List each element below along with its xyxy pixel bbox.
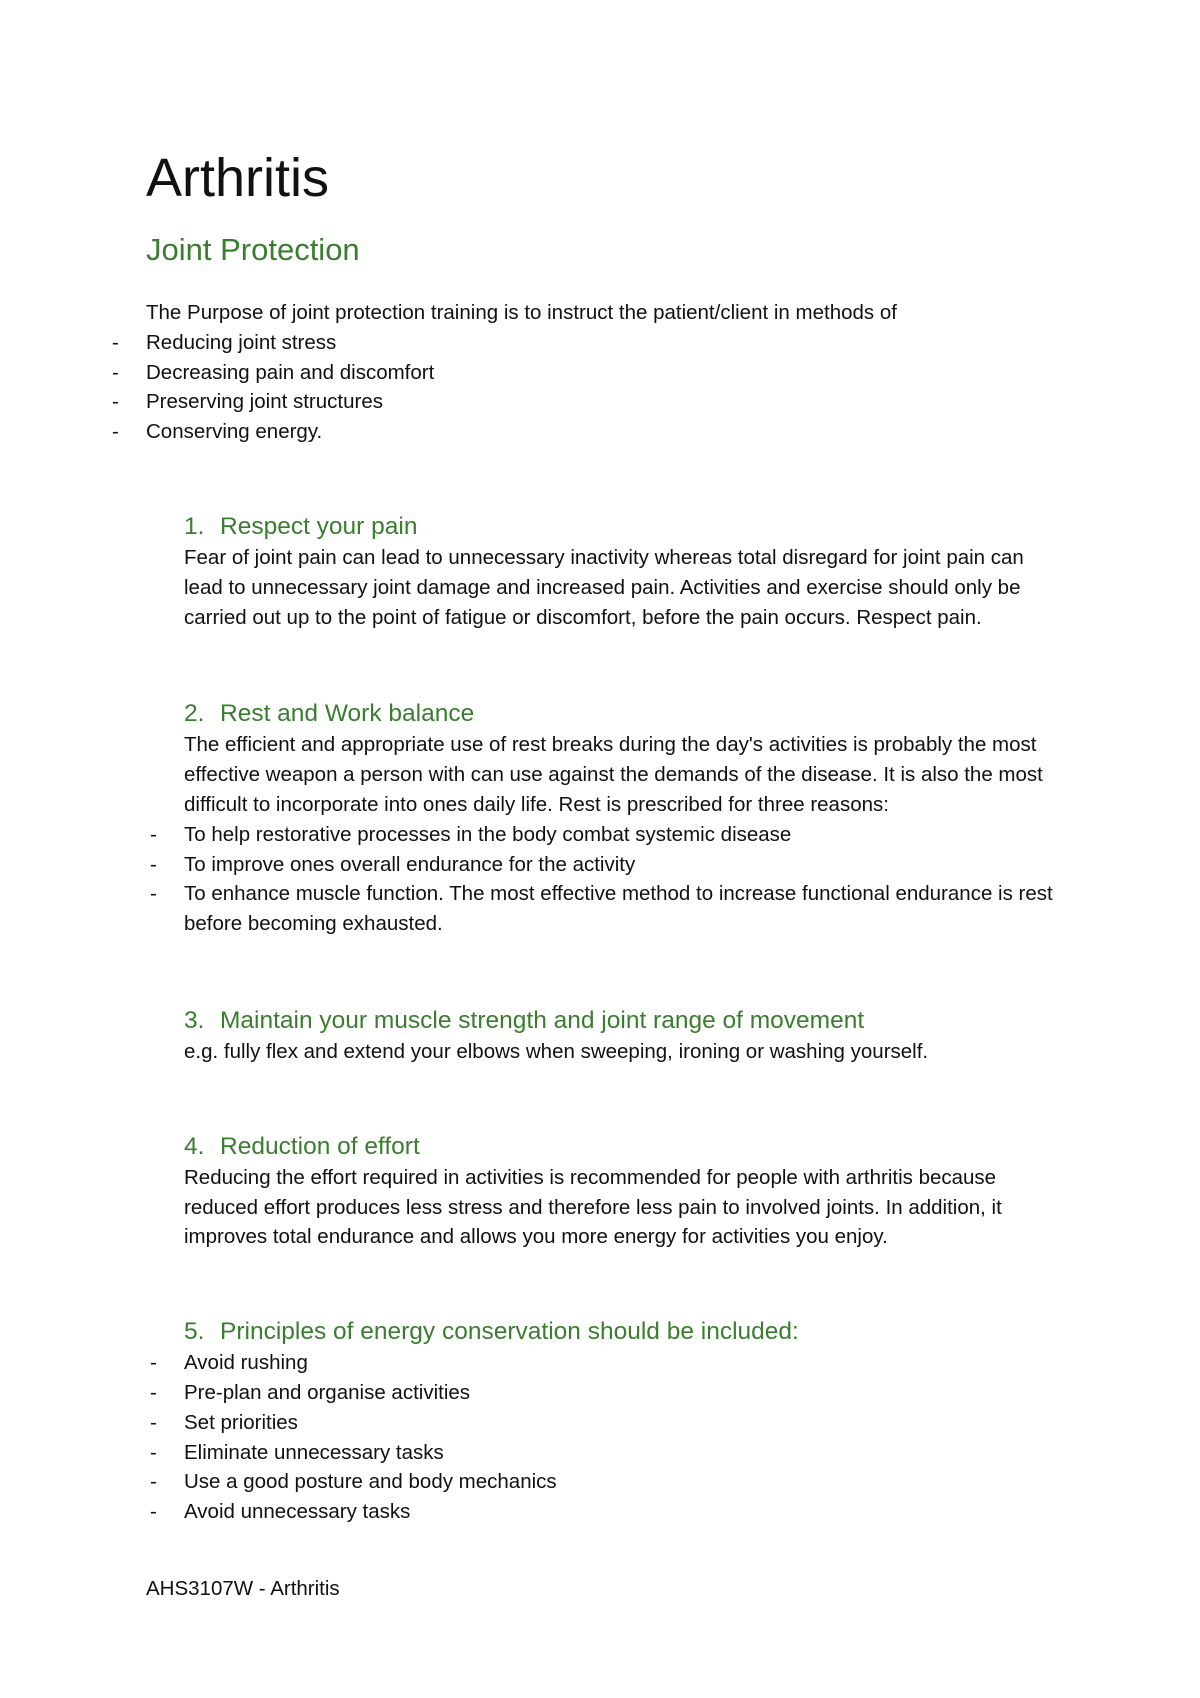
section-reduction-effort bbox=[184, 1131, 1066, 1252]
section-body: Fear of joint pain can lead to unnecessary inactivity whereas total disregard for joint pain can lead to unnecessary joint damage and increased pain. Activities and exercise should only be carried out up to the point of fatigue or discomfort, before the pain occurs. Respect pain. bbox=[184, 545, 1024, 629]
list-item: - Preserving joint structures bbox=[146, 387, 1066, 417]
list-item: - Pre-plan and organise activities bbox=[184, 1378, 1066, 1408]
list-item: - To help restorative processes in the body combat systemic disease bbox=[184, 820, 1066, 850]
list-item: - Avoid rushing bbox=[184, 1348, 1066, 1378]
list-item: - Set priorities bbox=[184, 1408, 1066, 1438]
section-muscle-strength bbox=[184, 1005, 1066, 1067]
list-item: - Conserving energy. bbox=[146, 417, 1066, 447]
section-energy-conservation bbox=[184, 1316, 1066, 1527]
section-heading bbox=[184, 1316, 1066, 1348]
section-heading-text: Reduction of effort bbox=[220, 1132, 420, 1160]
list-item: - To enhance muscle function. The most effective method to increase functional endurance is rest before becoming exhausted. bbox=[184, 879, 1066, 939]
section-number: 1. bbox=[184, 512, 205, 540]
section-respect-pain bbox=[184, 511, 1066, 632]
section-number: 5. bbox=[184, 1318, 205, 1346]
section-heading-text: Rest and Work balance bbox=[220, 700, 475, 728]
list-item: - Eliminate unnecessary tasks bbox=[184, 1438, 1066, 1468]
section-body: Reducing the effort required in activities is recommended for people with arthritis because reduced effort produces less stress and therefore less pain to involved joints. In addition, it improves total endurance and allows you more energy for activities you enjoy. bbox=[184, 1165, 1002, 1249]
section-body: The efficient and appropriate use of rest breaks during the day's activities is probably the most effective weapon a person with can use against the demands of the disease. It is also the most difficult to incorporate into ones daily life. Rest is prescribed for three reasons: bbox=[184, 733, 1043, 816]
document-subtitle: Joint Protection bbox=[146, 232, 360, 267]
section-heading bbox=[184, 511, 1066, 543]
section-number: 3. bbox=[184, 1006, 205, 1034]
section-heading-text: Maintain your muscle strength and joint range of movement bbox=[220, 1006, 865, 1034]
list-item: - Reducing joint stress bbox=[146, 328, 1066, 358]
section-number: 4. bbox=[184, 1132, 205, 1160]
document-title: Arthritis bbox=[146, 148, 330, 208]
section-heading bbox=[184, 1005, 1066, 1037]
list-item: - Decreasing pain and discomfort bbox=[146, 358, 1066, 388]
document-content bbox=[146, 144, 1066, 1527]
list-item: - Avoid unnecessary tasks bbox=[184, 1497, 1066, 1527]
section-heading-text: Respect your pain bbox=[220, 512, 418, 540]
list-item: - Use a good posture and body mechanics bbox=[184, 1467, 1066, 1497]
rest-reasons-list bbox=[184, 820, 1066, 939]
intro-list bbox=[146, 328, 1066, 447]
section-heading bbox=[184, 698, 1066, 730]
section-heading bbox=[184, 1131, 1066, 1163]
page-footer: AHS3107W - Arthritis bbox=[146, 1577, 340, 1600]
section-body: e.g. fully flex and extend your elbows when sweeping, ironing or washing yourself. bbox=[184, 1039, 929, 1063]
section-heading-text: Principles of energy conservation should be included: bbox=[220, 1318, 799, 1346]
list-item: - To improve ones overall endurance for the activity bbox=[184, 850, 1066, 880]
section-rest-work-balance bbox=[184, 698, 1066, 939]
section-number: 2. bbox=[184, 700, 205, 728]
intro-paragraph: The Purpose of joint protection training is to instruct the patient/client in methods of bbox=[146, 301, 897, 324]
energy-principles-list bbox=[184, 1348, 1066, 1527]
